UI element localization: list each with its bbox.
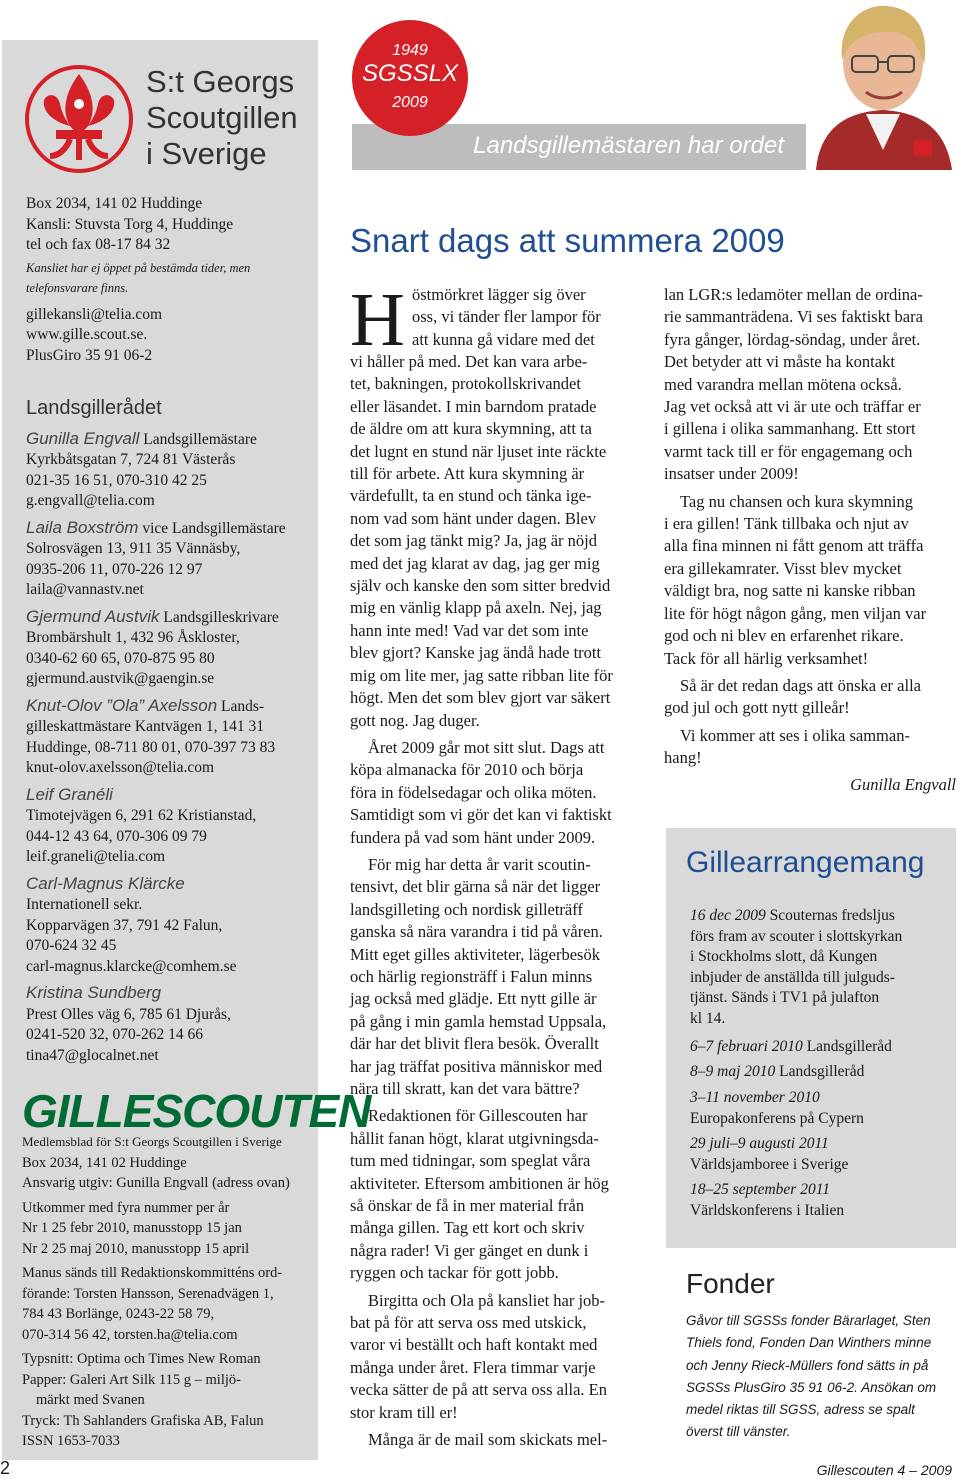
- member-line: 0241-520 32, 070-262 14 66: [26, 1026, 203, 1043]
- article-line: jag också med glädje. Ett nytt gille är: [350, 989, 597, 1009]
- page-footer: Gillescouten 4 – 2009: [816, 1462, 952, 1478]
- colophon-line: Typsnitt: Optima och Times New Roman: [22, 1351, 261, 1367]
- article-line: Så är det redan dags att önska er alla: [680, 675, 921, 695]
- article-line: insatser under 2009!: [664, 464, 799, 484]
- article-line: Redaktionen för Gillescouten har: [368, 1106, 588, 1126]
- article-line: Tag nu chansen och kura skymning: [680, 491, 913, 511]
- member-name: Knut-Olov ”Ola” Axelsson: [26, 695, 218, 715]
- member-line: Brombärshult 1, 432 96 Åskloster,: [26, 629, 240, 646]
- board-member: [26, 874, 316, 978]
- event-text: Världsjamboree i Sverige: [690, 1155, 849, 1173]
- fonder-line: överst till vänster.: [686, 1424, 791, 1440]
- article-line: det lugnt en stund när ljuset inte räckte: [350, 441, 607, 461]
- event-text: kl 14.: [690, 1009, 726, 1027]
- event-text: förs fram av scouter i slottskyrkan: [690, 927, 903, 945]
- event-date: 3–11 november 2010: [690, 1089, 820, 1106]
- org-name-line: S:t Georgs: [146, 64, 295, 99]
- article-line: Mitt eget gilles aktiviteter, lägerbesök: [350, 944, 600, 964]
- article-line: Vi kommer att ses i olika samman-: [680, 725, 910, 745]
- fonder-line: och Jenny Rieck-Müllers fond sätts in på: [686, 1357, 929, 1373]
- member-line: Timotejvägen 6, 291 62 Kristianstad,: [26, 807, 257, 824]
- anniversary-badge: [352, 20, 468, 136]
- article-line: ganska så nära varandra i tid på våren.: [350, 922, 603, 942]
- fonder-line: medel riktas till SGSS, adress se spalt: [686, 1402, 915, 1418]
- member-role: Landsgilleskrivare: [163, 608, 279, 626]
- article-line: gott nog. Jag duger.: [350, 710, 480, 730]
- org-name: [146, 64, 298, 172]
- article-line: med det jag klarat av dag, jag ger mig: [350, 553, 600, 573]
- article-line: själv och kanske den som sitter bredvid: [350, 576, 611, 596]
- article-line: hållit fanan högt, klarat utgivningsda-: [350, 1128, 599, 1148]
- event-text: Europakonferens på Cypern: [690, 1109, 864, 1127]
- article-line: landsgilleting och nordisk gilleträff: [350, 899, 583, 919]
- article-line: god jul och gott nytt gilleår!: [664, 698, 850, 718]
- article-line: väldigt bra, nog satte ni kanske ribban: [664, 581, 916, 601]
- member-line: Kopparvägen 37, 791 42 Falun,: [26, 916, 223, 934]
- article-line: i gillena i olika sammanhang. Ett stort: [664, 419, 916, 439]
- colophon: [22, 1132, 317, 1452]
- drop-cap: H: [350, 278, 405, 362]
- article-line: nom vad som hänt under dagen. Blev: [350, 508, 597, 528]
- article-line: Jag vet också att vi är ute och träffar er: [664, 397, 921, 417]
- member-name: Gunilla Engvall: [26, 428, 140, 448]
- member-line: 070-624 32 45: [26, 937, 117, 954]
- member-line: leif.graneli@telia.com: [26, 848, 166, 865]
- article-line: i era gillen! Tänk tillbaka och njut av: [664, 514, 909, 534]
- badge-name: SGSSLX: [361, 60, 459, 87]
- board-title: Landsgillerådet: [26, 397, 162, 419]
- badge-year-start: 1949: [392, 42, 428, 59]
- article-line: Det betyder att vi måste ha kontakt: [664, 352, 895, 372]
- scout-lily-logo-icon: [24, 64, 134, 179]
- event-text: Landsgilleråd: [779, 1063, 865, 1080]
- event-date: 18–25 september 2011: [690, 1181, 831, 1198]
- member-line: 044-12 43 64, 070-306 09 79: [26, 827, 207, 845]
- fonder-line: SGSSs PlusGiro 35 91 06-2. Ansökan om: [686, 1379, 937, 1395]
- article-line: vi håller på med. Det kan vara arbe-: [350, 352, 588, 371]
- article-line: Samtidigt som vi gör det kan vi faktiskt: [350, 805, 612, 825]
- events-title: Gillearrangemang: [686, 846, 925, 879]
- event-text: Världskonferens i Italien: [690, 1201, 845, 1219]
- event-date: 6–7 februari 2010: [690, 1038, 803, 1055]
- article-line: där har det blivit flera besök. Överallt: [350, 1034, 599, 1054]
- colophon-line: Utkommer med fyra nummer per år: [22, 1199, 230, 1216]
- article-col2: [664, 284, 956, 796]
- article-line: Birgitta och Ola på kansliet har job-: [368, 1290, 606, 1310]
- article-line: fyra gånger, lördag-söndag, under året.: [664, 329, 921, 349]
- article-line: era gillekamrater. Visst blev mycket: [664, 558, 902, 578]
- org-name-line: Scoutgillen: [146, 100, 298, 135]
- member-line: gilleskattmästare Kantvägen 1, 141 31: [26, 718, 265, 735]
- event-text: inbjuder de anställda till julguds-: [690, 968, 895, 986]
- article-line: hann inte med! Vad var det som inte: [350, 620, 589, 640]
- member-name: Leif Granéli: [26, 784, 113, 804]
- board-member: [26, 429, 316, 512]
- article-line: Tack för all härlig verksamhet!: [664, 648, 869, 668]
- article-line: nära till skratt, kan det vara bättre?: [350, 1079, 580, 1098]
- member-line: Huddinge, 08-711 80 01, 070-397 73 83: [26, 738, 276, 756]
- article-line: hang!: [664, 748, 702, 768]
- colophon-line: förande: Torsten Hansson, Serenadvägen 1,: [22, 1285, 274, 1302]
- board-member: [26, 785, 316, 868]
- badge-year-end: 2009: [392, 94, 428, 111]
- article-line: god och ni blev en erfarenhet rikare.: [664, 626, 904, 646]
- contact-block: [26, 194, 316, 366]
- member-line: Solrosvägen 13, 911 35 Vännäsby,: [26, 540, 241, 557]
- article-line: varor vi beställt och haft kontakt med: [350, 1335, 598, 1355]
- article-signature: Gunilla Engvall: [850, 774, 956, 794]
- board-block: [26, 398, 316, 1066]
- article-line: de äldre om att kura skymning, att ta: [350, 419, 592, 439]
- article-line: tum med tidningar, som speglat våra: [350, 1151, 591, 1171]
- event-text: i Stockholms slott, då Kungen: [690, 948, 878, 965]
- event-date: 8–9 maj 2010: [690, 1063, 776, 1080]
- article-line: bat på för att serva oss med utskick,: [350, 1313, 587, 1333]
- colophon-line: 070-314 56 42, torsten.ha@telia.com: [22, 1326, 238, 1343]
- event-item: [690, 1180, 844, 1221]
- article-line: föra in födelsedagar och olika möten.: [350, 782, 597, 802]
- member-line: 0935-206 11, 070-226 12 97: [26, 560, 203, 578]
- colophon-line: 784 43 Borlänge, 0243-22 58 79,: [22, 1306, 215, 1322]
- article-line: stor kram till er!: [350, 1402, 458, 1422]
- board-member: [26, 696, 316, 779]
- member-line: knut-olov.axelsson@telia.com: [26, 759, 215, 776]
- member-name: Carl-Magnus Klärcke: [26, 873, 185, 893]
- colophon-line: Ansvarig utgiv: Gunilla Engvall (adress ovan): [22, 1175, 290, 1191]
- article-line: oss, vi tänder fler lampor för: [412, 307, 601, 327]
- colophon-line: Tryck: Th Sahlanders Grafiska AB, Falun: [22, 1412, 264, 1429]
- board-member: [26, 983, 316, 1066]
- article-line: Många är de mail som skickats mel-: [368, 1430, 608, 1450]
- contact-giro: PlusGiro 35 91 06-2: [26, 346, 153, 364]
- contact-note: telefonsvarare finns.: [26, 281, 129, 295]
- event-item: [690, 1088, 864, 1129]
- article-line: till för arbete. Att kura skymning är: [350, 464, 585, 484]
- colophon-line: Manus sänds till Redaktionskommitténs ord-: [22, 1265, 283, 1281]
- article-line: östmörkret lägger sig över: [412, 285, 586, 304]
- contact-line: tel och fax 08-17 84 32: [26, 236, 171, 253]
- member-line: tina47@glocalnet.net: [26, 1046, 159, 1064]
- article-line: många gillen. Tag ett kort och skriv: [350, 1218, 585, 1238]
- member-name: Gjermund Austvik: [26, 606, 160, 626]
- banner-title: Landsgillemästaren har ordet: [473, 132, 784, 159]
- article-line: många under året. Flera timmar varje: [350, 1357, 596, 1377]
- article-line: mig om lite mer, jag satte ribban lite för: [350, 665, 613, 685]
- member-line: Kyrkbåtsgatan 7, 724 81 Västerås: [26, 451, 236, 468]
- article-line: fundera på vad som hänt under 2009.: [350, 827, 596, 847]
- event-text: Scouternas fredsljus: [769, 907, 895, 924]
- article-line: alla fina minnen ni fått genom att träffa: [664, 536, 924, 556]
- article-line: med varandra mellan mötena också.: [664, 374, 902, 394]
- article-col1: [350, 351, 613, 1452]
- contact-email: gillekansli@telia.com: [26, 305, 163, 323]
- member-role: Landsgillemästare: [143, 430, 257, 448]
- colophon-line: märkt med Svanen: [36, 1392, 145, 1408]
- article-line: Året 2009 går mot sitt slut. Dags att: [368, 737, 605, 757]
- article-line: rie sammanträdena. Vi ses faktiskt bara: [664, 307, 923, 327]
- event-item: [690, 906, 902, 1029]
- board-member: [26, 518, 316, 601]
- member-name: Laila Boxström: [26, 517, 139, 537]
- portrait-photo: [806, 0, 960, 170]
- article-line: så önskar de få in mer material från: [350, 1196, 585, 1216]
- fonder-text: [686, 1310, 936, 1444]
- member-line: gjermund.austvik@gaengin.se: [26, 670, 215, 687]
- contact-web: www.gille.scout.se.: [26, 326, 148, 343]
- article-line: några rader! Vi ger gänget en dunk i: [350, 1240, 589, 1260]
- colophon-line: ISSN 1653-7033: [22, 1433, 120, 1449]
- article-line: varmt tack till er för engagemang och: [664, 441, 913, 461]
- member-line: g.engvall@telia.com: [26, 492, 155, 509]
- article-line: det som jag tänkt mig? Ja, jag är nöjd: [350, 531, 597, 551]
- org-name-line: i Sverige: [146, 136, 267, 171]
- contact-line: Box 2034, 141 02 Huddinge: [26, 195, 203, 212]
- article-line: ryggen och tackar för gott jobb.: [350, 1263, 559, 1283]
- member-line: 021-35 16 51, 070-310 42 25: [26, 471, 207, 489]
- article-line: mig en vänlig klapp på axeln. Nej, jag: [350, 598, 602, 618]
- event-item: [690, 1062, 864, 1083]
- colophon-line: Medlemsblad för S:t Georgs Scoutgillen i Sverige: [22, 1134, 282, 1149]
- article-line: köpa almanacka för 2010 och börja: [350, 760, 584, 780]
- member-line: Prest Olles väg 6, 785 61 Djurås,: [26, 1005, 231, 1023]
- member-role: Lands-: [221, 697, 265, 715]
- article-line: eller läsandet. I min barndom pratade: [350, 396, 597, 416]
- event-text: tjänst. Sänds i TV1 på julafton: [690, 989, 880, 1006]
- fonder-line: Gåvor till SGSSs fonder Bärarlaget, Sten: [686, 1313, 931, 1328]
- member-line: carl-magnus.klarcke@comhem.se: [26, 957, 237, 975]
- article-line: vecka sätter de på att serva oss alla. En: [350, 1380, 608, 1400]
- article-line: För mig har detta år varit scoutin-: [368, 854, 591, 874]
- article-line: tet, bakningen, protokollskrivandet: [350, 374, 581, 394]
- event-item: [690, 1037, 892, 1058]
- article-line: värdefullt, ta en stund och tänka ige-: [350, 486, 592, 506]
- colophon-line: Nr 2 25 maj 2010, manusstopp 15 april: [22, 1240, 250, 1257]
- member-role: vice Landsgillemästare: [142, 519, 286, 537]
- article-headline: Snart dags att summera 2009: [350, 222, 785, 259]
- member-line: laila@vannastv.net: [26, 581, 144, 598]
- colophon-line: Nr 1 25 febr 2010, manusstopp 15 jan: [22, 1220, 242, 1236]
- article-line: har jag träffat positiva människor med: [350, 1056, 603, 1076]
- event-date: 16 dec 2009: [690, 907, 766, 924]
- contact-line: Kansli: Stuvsta Torg 4, Huddinge: [26, 215, 234, 233]
- article-line: och härlig regionsträff i Falun minns: [350, 966, 593, 986]
- gillescouten-logo: GILLESCOUTEN: [22, 1085, 371, 1137]
- article-line: tensivt, det blir gärna så när det ligger: [350, 877, 601, 897]
- article-col1-intro: [412, 284, 601, 351]
- article-line: blev gjort? Kanske jag ändå hade trott: [350, 643, 602, 663]
- board-member: [26, 607, 316, 690]
- article-line: aktiviteter. Eftersom ambitionen är hög: [350, 1173, 609, 1193]
- colophon-line: Papper: Galeri Art Silk 115 g – miljö-: [22, 1371, 241, 1388]
- colophon-line: Box 2034, 141 02 Huddinge: [22, 1154, 187, 1171]
- member-line: 0340-62 60 65, 070-875 95 80: [26, 649, 215, 667]
- fonder-title: Fonder: [686, 1268, 775, 1299]
- contact-note: Kansliet har ej öppet på bestämda tider, men: [26, 260, 251, 275]
- page-number: 2: [0, 1458, 11, 1478]
- event-item: [690, 1134, 848, 1175]
- article-line: högt. Men det som blev gjort var säkert: [350, 688, 611, 708]
- member-name: Kristina Sundberg: [26, 983, 162, 1002]
- member-line: Internationell sekr.: [26, 896, 143, 913]
- event-text: Landsgilleråd: [806, 1038, 892, 1055]
- article-line: att kunna gå vidare med det: [412, 329, 595, 349]
- article-line: lan LGR:s ledamöter mellan de ordina-: [664, 285, 923, 304]
- fonder-line: Thiels fond, Fonden Dan Winthers minne: [686, 1335, 932, 1351]
- article-line: på gång i min gamla hemstad Uppsala,: [350, 1011, 607, 1031]
- event-date: 29 juli–9 augusti 2011: [690, 1135, 829, 1152]
- article-line: lite för högt någon gång, men viljan var: [664, 603, 927, 623]
